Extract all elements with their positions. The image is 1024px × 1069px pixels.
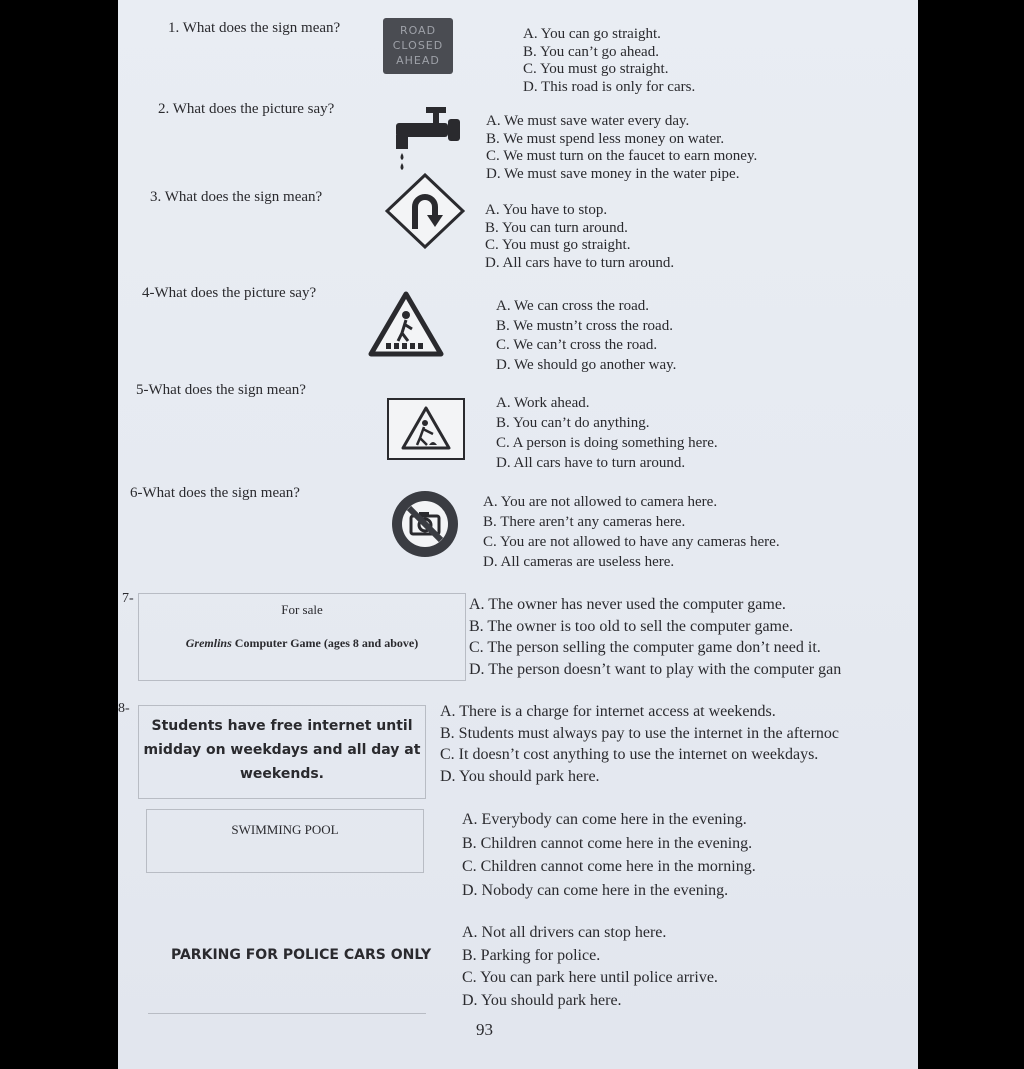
option-b: B. There aren’t any cameras here. <box>483 514 686 530</box>
option-c: C. We can’t cross the road. <box>496 337 658 353</box>
question-7-options <box>469 594 841 680</box>
option-d: D. All cars have to turn around. <box>485 254 675 271</box>
option-d: D. We must save money in the water pipe. <box>486 165 740 182</box>
question-5 <box>136 382 306 399</box>
pedestrian-crossing-sign-icon <box>368 291 444 357</box>
question-5-text: What does the sign mean? <box>148 382 306 398</box>
option-d: D. Nobody can come here in the evening. <box>462 881 729 899</box>
option-b: B. We must spend less money on water. <box>486 130 725 147</box>
option-a: A. The owner has never used the computer game. <box>469 596 786 613</box>
option-d: D. You should park here. <box>462 991 622 1009</box>
question-10-options <box>462 922 718 1012</box>
option-b: B. We mustn’t cross the road. <box>496 317 673 334</box>
option-a: A. You are not allowed to camera here. <box>483 494 718 510</box>
swimming-pool-notice <box>146 809 424 873</box>
option-a: A. There is a charge for internet access at weekends. <box>440 703 776 720</box>
sign-line-1: ROAD <box>399 24 437 37</box>
internet-notice-line-2: midday on weekdays and all day at <box>143 742 421 758</box>
question-3-options <box>485 202 674 272</box>
option-d: D. This road is only for cars. <box>523 78 696 95</box>
question-6-options <box>483 492 780 572</box>
internet-notice <box>138 705 426 799</box>
question-3-number: 3. <box>150 189 162 205</box>
question-4-options <box>496 297 676 375</box>
option-a: A. We must save water every day. <box>486 113 690 129</box>
question-3-text: What does the sign mean? <box>164 189 323 205</box>
option-d: D. All cars have to turn around. <box>496 455 686 471</box>
option-c: C. You must go straight. <box>523 61 669 77</box>
question-9-options <box>462 808 756 902</box>
game-description: Computer Game (ages 8 and above) <box>231 636 419 650</box>
option-d: D. All cameras are useless here. <box>483 554 675 570</box>
u-turn-sign-icon <box>385 173 465 249</box>
question-7-number: 7- <box>122 591 134 606</box>
option-c: C. You must go straight. <box>485 237 631 253</box>
for-sale-title: For sale <box>281 602 323 617</box>
question-4 <box>142 285 316 302</box>
question-4-text: What does the picture say? <box>154 285 317 301</box>
sign-line-3: AHEAD <box>396 54 440 67</box>
question-8-number: 8- <box>118 701 130 716</box>
question-1-number: 1. <box>168 20 180 36</box>
option-a: A. You have to stop. <box>485 202 608 218</box>
option-a: A. We can cross the road. <box>496 298 650 314</box>
question-8-options <box>440 701 839 787</box>
game-name: Gremlins <box>185 636 232 650</box>
question-1 <box>168 20 340 37</box>
road-closed-sign <box>383 18 453 74</box>
for-sale-body <box>139 636 465 651</box>
internet-notice-line-1: Students have free internet until <box>151 718 413 734</box>
work-ahead-sign-icon <box>387 398 465 460</box>
question-1-options <box>523 26 695 96</box>
option-b: B. You can turn around. <box>485 219 628 236</box>
option-b: B. The owner is too old to sell the computer game. <box>469 617 794 635</box>
question-5-options <box>496 393 718 473</box>
sign-line-2: CLOSED <box>392 39 444 52</box>
question-1-text: What does the sign mean? <box>182 20 341 36</box>
question-5-number: 5- <box>136 382 149 398</box>
question-2-number: 2. <box>158 101 170 117</box>
question-6-text: What does the sign mean? <box>142 485 300 501</box>
internet-notice-line-3: weekends. <box>240 766 324 782</box>
option-a: A. You can go straight. <box>523 26 661 42</box>
question-2 <box>158 101 334 118</box>
option-c: C. Children cannot come here in the morning. <box>462 858 756 875</box>
option-a: A. Everybody can come here in the evening. <box>462 811 747 828</box>
option-c: C. A person is doing something here. <box>496 435 718 451</box>
option-d: D. You should park here. <box>440 767 600 785</box>
swimming-pool-title: SWIMMING POOL <box>231 822 339 837</box>
question-6-number: 6- <box>130 485 143 501</box>
page-number: 93 <box>476 1020 493 1039</box>
option-c: C. We must turn on the faucet to earn money. <box>486 148 758 164</box>
option-b: B. Parking for police. <box>462 946 601 964</box>
option-b: B. You can’t do anything. <box>496 415 650 431</box>
option-c: C. You are not allowed to have any cameras here. <box>483 534 780 550</box>
option-d: D. The person doesn’t want to play with the computer gan <box>469 660 842 678</box>
notice-divider <box>148 1013 426 1014</box>
no-camera-sign-icon <box>390 490 460 558</box>
option-c: C. The person selling the computer game don’t need it. <box>469 639 821 656</box>
question-6 <box>130 485 300 502</box>
faucet-icon <box>390 105 466 173</box>
worksheet-page <box>118 0 918 1069</box>
police-parking-notice: PARKING FOR POLICE CARS ONLY <box>171 947 432 963</box>
question-2-text: What does the picture say? <box>172 101 335 117</box>
question-2-options <box>486 113 757 183</box>
option-d: D. We should go another way. <box>496 356 677 373</box>
option-b: B. You can’t go ahead. <box>523 43 659 60</box>
option-a: A. Work ahead. <box>496 395 590 411</box>
question-4-number: 4- <box>142 285 155 301</box>
option-b: B. Children cannot come here in the evening. <box>462 834 753 852</box>
question-3 <box>150 189 322 206</box>
option-c: C. It doesn’t cost anything to use the internet on weekdays. <box>440 746 819 763</box>
for-sale-notice <box>138 593 466 681</box>
option-a: A. Not all drivers can stop here. <box>462 924 667 941</box>
option-b: B. Students must always pay to use the internet in the afternoc <box>440 724 840 742</box>
option-c: C. You can park here until police arrive. <box>462 969 718 986</box>
